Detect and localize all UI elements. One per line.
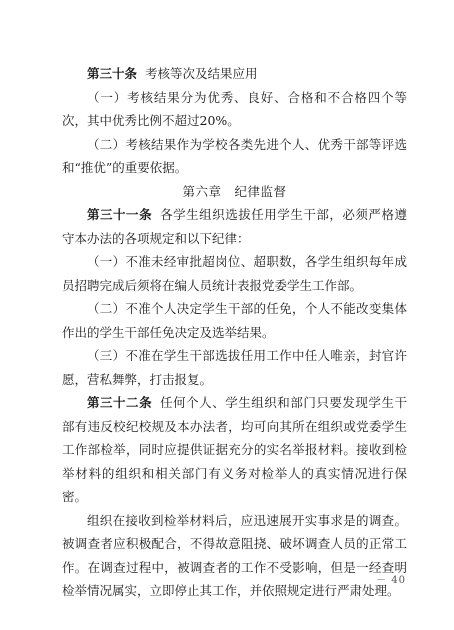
article-32-title: 第三十二条 — [87, 395, 153, 410]
chapter-heading: 第六章 纪律监督 — [182, 183, 287, 199]
article-31-paragraph-2: （二）不准个人决定学生干部的任免，个人不能改变集体作出的学生干部任免决定及选举结果。 — [62, 301, 407, 340]
article-31-intro — [62, 203, 407, 250]
article-30-paragraph-1: （一）考核结果分为优秀、良好、合格和不合格四个等次，其中优秀比例不超过20%。 — [62, 89, 407, 128]
article-32-intro — [62, 391, 407, 509]
article-32-paragraph-1: 组织在接收到检举材料后，应迅速展开实事求是的调查。被调查者应积极配合，不得故意阻挠、破坏调查人员的正常工作。在调查过程中，被调查者的工作不受影响，但是一经查明检举情况属实，立即停止其工作，并依照规定进行严肃处理。 — [62, 512, 407, 598]
article-32-text: 任何个人、学生组织和部门只要发现学生干部有违反校纪校规及本办法者，均可向其所在组织或党委学生工作部检举，同时应提供证据充分的实名举报材料。接收到检举材料的组织和相关部门有义务对检举人的真实情况进行保密。 — [62, 395, 407, 504]
article-30-heading — [62, 62, 407, 86]
article-31-paragraph-1: （一）不准未经审批超岗位、超职数，各学生组织每年成员招聘完成后须将在编人员统计表报党委学生工作部。 — [62, 254, 407, 293]
page-content — [62, 62, 407, 603]
article-31-text: 各学生组织选拔任用学生干部，必须严格遵守本办法的各项规定和以下纪律： — [62, 207, 407, 246]
article-30-heading-text: 考核等次及结果应用 — [145, 66, 258, 81]
page-number: － 40 — [376, 575, 406, 586]
article-31-title: 第三十一条 — [87, 207, 153, 222]
article-30-paragraph-2: （二）考核结果作为学校各类先进个人、优秀干部等评选和“推优”的重要依据。 — [62, 136, 407, 175]
article-31-paragraph-3: （三）不准在学生干部选拔任用工作中任人唯亲，封官许愿，营私舞弊，打击报复。 — [62, 348, 407, 387]
article-30-title: 第三十条 — [87, 66, 138, 81]
